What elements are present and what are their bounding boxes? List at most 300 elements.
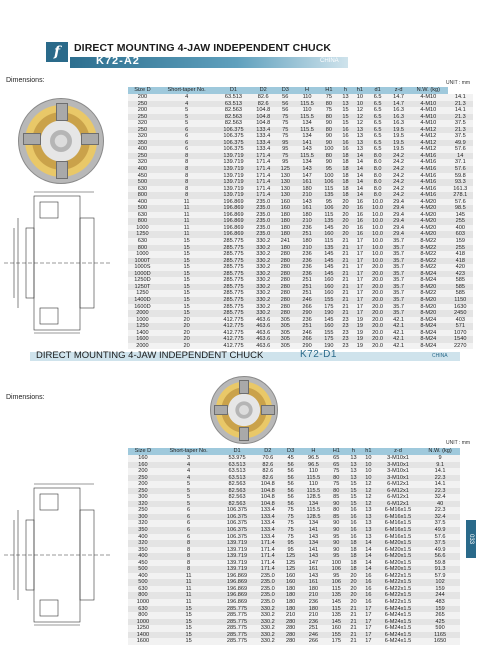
table-header-cell: h [346, 448, 361, 455]
table-cell: 139.719 [216, 186, 250, 193]
table-cell: 106.375 [216, 127, 250, 134]
table-cell: 235.0 [251, 205, 276, 212]
table-cell: 20 [338, 199, 352, 206]
table-cell: 6 [157, 133, 217, 140]
table-cell: 250 [128, 101, 157, 108]
table-cell: 95 [281, 540, 300, 547]
table-cell: 6.5 [367, 114, 388, 121]
table-cell: 285.775 [216, 277, 250, 284]
table-cell: 320 [128, 501, 158, 508]
table-cell: 20 [157, 330, 217, 337]
table-cell: 20.0 [367, 284, 388, 291]
table-cell: 6-M22x1.5 [376, 599, 420, 606]
table-cell: 42.1 [388, 323, 409, 330]
table-cell: 500 [128, 566, 158, 573]
table-cell: 49.9 [420, 527, 460, 534]
table-cell: 265 [420, 612, 460, 619]
table-cell: 10 [361, 462, 376, 469]
table-cell: 24.2 [388, 186, 409, 193]
table-cell: 143 [300, 534, 326, 541]
table-cell: 133.4 [255, 507, 281, 514]
table-header-cell: D2 [255, 448, 281, 455]
table-cell: 15 [346, 481, 361, 488]
table-cell: 128.5 [300, 514, 326, 521]
table-cell: 10.0 [367, 251, 388, 258]
table-cell: 235.0 [255, 586, 281, 593]
table-cell: 32.4 [420, 514, 460, 521]
table-cell: 18 [346, 547, 361, 554]
table-cell: 8-M24 [409, 330, 447, 337]
table-cell: 21.3 [448, 127, 473, 134]
table-cell: 500 [128, 205, 157, 212]
table-header-cell: N.W. (kg) [420, 448, 460, 455]
table-cell: 1000D [128, 271, 157, 278]
table-cell: 18 [338, 153, 352, 160]
table-cell: 21 [338, 264, 352, 271]
table-cell: 418 [448, 251, 473, 258]
table-cell: 6-M16x1.5 [376, 514, 420, 521]
table-cell: 196.869 [216, 231, 250, 238]
table-header-cell: z-d [376, 448, 420, 455]
table-cell: 159 [420, 586, 460, 593]
table-cell: 330.2 [251, 251, 276, 258]
table-cell: 285.775 [216, 271, 250, 278]
table-cell: 16 [346, 507, 361, 514]
table-cell: 95 [276, 159, 295, 166]
table-cell: 19 [353, 343, 367, 350]
table-cell: 285.775 [219, 619, 254, 626]
table-cell: 4-M20 [409, 205, 447, 212]
table-cell: 82.563 [219, 494, 254, 501]
table-cell: 82.563 [219, 501, 254, 508]
table-cell: 160 [276, 199, 295, 206]
table-cell: 305 [276, 317, 295, 324]
table-cell: 160 [281, 579, 300, 586]
table-cell: 139.719 [219, 566, 254, 573]
table-cell: 75 [281, 507, 300, 514]
table-cell: 95 [327, 573, 346, 580]
table-cell: 90 [319, 133, 338, 140]
table-cell: 463.6 [251, 330, 276, 337]
table-cell: 236 [295, 271, 320, 278]
table-cell: 280 [281, 619, 300, 626]
table-cell: 6-M20x1.5 [376, 566, 420, 573]
table-cell: 133.4 [255, 527, 281, 534]
table-cell: 56.6 [420, 553, 460, 560]
table-cell: 180 [295, 238, 320, 245]
table-cell: 6-M24x1.5 [376, 606, 420, 613]
table-cell: 90 [327, 547, 346, 554]
table-cell: 10.0 [367, 205, 388, 212]
table-cell: 18 [346, 560, 361, 567]
table-header-cell: h1 [361, 448, 376, 455]
table-cell: 4 [158, 475, 220, 482]
table-cell: 16 [346, 514, 361, 521]
table-cell: 16 [361, 586, 376, 593]
table-cell: 200 [128, 481, 158, 488]
table-cell: 75 [281, 520, 300, 527]
table-cell: 95 [281, 547, 300, 554]
table-cell: 266 [295, 304, 320, 311]
table-cell: 82.563 [216, 120, 250, 127]
table-cell: 15 [157, 264, 217, 271]
table-cell: 106.375 [219, 520, 254, 527]
table-cell: 423 [448, 271, 473, 278]
table-cell: 800 [128, 592, 158, 599]
table-cell: 56 [276, 107, 295, 114]
table-cell: 40 [420, 501, 460, 508]
table-cell: 235.0 [251, 212, 276, 219]
table-cell: 63.513 [216, 101, 250, 108]
table-cell: 14 [361, 566, 376, 573]
table-cell: 59.8 [420, 560, 460, 567]
table-cell: 16 [338, 127, 352, 134]
table-cell: 15 [338, 120, 352, 127]
table-cell: 8 [157, 159, 217, 166]
table-cell: 305 [276, 343, 295, 350]
table-cell: 1630 [448, 304, 473, 311]
table-cell: 180 [281, 586, 300, 593]
table-cell: 236 [300, 599, 326, 606]
table-cell: 290 [295, 343, 320, 350]
table-cell: 56 [281, 501, 300, 508]
table-cell: 236 [295, 264, 320, 271]
table-cell: 11 [157, 212, 217, 219]
table-cell: 251 [300, 625, 326, 632]
table-cell: 2450 [448, 310, 473, 317]
table-cell: 13 [346, 475, 361, 482]
table-cell: 12 [361, 488, 376, 495]
table-cell: 23 [338, 323, 352, 330]
table-cell: 110 [300, 468, 326, 475]
table-cell: 3-M10x1 [376, 475, 420, 482]
table-header-cell: D1 [219, 448, 254, 455]
table-cell: 4-M10 [409, 94, 447, 101]
table-cell: 251 [295, 284, 320, 291]
table-cell: 20.0 [367, 330, 388, 337]
table-cell: 463.6 [251, 336, 276, 343]
table-header-cell: D1 [216, 87, 250, 94]
table-cell: 8.0 [367, 173, 388, 180]
table-cell: 1250 [128, 290, 157, 297]
table-cell: 160 [128, 462, 158, 469]
table-cell: 330.2 [251, 238, 276, 245]
table-cell: 400 [128, 199, 157, 206]
table-cell: 6-M16x1.5 [376, 520, 420, 527]
table-cell: 14 [353, 192, 367, 199]
table-cell: 135 [327, 592, 346, 599]
table-cell: 128.5 [300, 494, 326, 501]
table-cell: 8-M24 [409, 317, 447, 324]
table-cell: 19.5 [388, 146, 409, 153]
table-cell: 37.5 [448, 133, 473, 140]
table-cell: 161 [300, 566, 326, 573]
table-cell: 145 [319, 264, 338, 271]
table-cell: 8-M20 [409, 304, 447, 311]
table-cell: 141 [300, 547, 326, 554]
table-cell: 70.6 [255, 455, 281, 462]
section1-title: DIRECT MOUNTING 4-JAW INDEPENDENT CHUCK [74, 42, 332, 54]
table-cell: 95 [276, 146, 295, 153]
table-cell: 6-M20x1.5 [376, 560, 420, 567]
table-cell: 400 [128, 573, 158, 580]
table-cell: 330.2 [255, 606, 281, 613]
table-cell: 1650 [420, 638, 460, 645]
table-cell: 57.6 [448, 146, 473, 153]
table-cell: 115.5 [295, 114, 320, 121]
table-cell: 6-M22x1.5 [376, 573, 420, 580]
table-cell: 330.2 [255, 612, 281, 619]
table-cell: 134 [300, 501, 326, 508]
table-cell: 330.2 [251, 271, 276, 278]
table-cell: 63.513 [216, 94, 250, 101]
table-cell: 5 [158, 488, 220, 495]
table-cell: 17 [353, 258, 367, 265]
table-cell: 1000T [128, 258, 157, 265]
table-cell: 2270 [448, 343, 473, 350]
table-cell: 21 [338, 258, 352, 265]
table-cell: 20 [338, 205, 352, 212]
table-cell: 20.0 [367, 304, 388, 311]
table-cell: 180 [276, 231, 295, 238]
table-cell: 141 [295, 140, 320, 147]
table-cell: 159 [448, 238, 473, 245]
table-cell: 37.5 [448, 120, 473, 127]
table-cell: 29.4 [388, 218, 409, 225]
table-cell: 14 [353, 186, 367, 193]
table-cell: 246 [295, 297, 320, 304]
table-cell: 145 [319, 258, 338, 265]
table-cell: 4-M20 [409, 212, 447, 219]
table-cell: 63.513 [219, 475, 254, 482]
table-cell: 49.9 [448, 140, 473, 147]
table-cell: 13 [361, 520, 376, 527]
table-cell: 95 [327, 534, 346, 541]
table-cell: 15 [157, 310, 217, 317]
table-cell: 106 [319, 205, 338, 212]
table-cell: 9 [420, 455, 460, 462]
table-cell: 145 [327, 599, 346, 606]
table-cell: 4-M20 [409, 231, 447, 238]
table-cell: 80 [327, 475, 346, 482]
table-cell: 412.775 [216, 336, 250, 343]
table-cell: 280 [276, 258, 295, 265]
table-cell: 400 [128, 553, 158, 560]
table-cell: 18 [346, 540, 361, 547]
table-cell: 235.0 [251, 225, 276, 232]
table-cell: 160 [319, 277, 338, 284]
table-cell: 250 [128, 114, 157, 121]
table-cell: 115 [319, 238, 338, 245]
table-cell: 250 [128, 127, 157, 134]
table-cell: 6-M12x1 [376, 481, 420, 488]
table-cell: 6-M24x1.5 [376, 625, 420, 632]
table-cell: 133.4 [255, 520, 281, 527]
table-cell: 75 [276, 114, 295, 121]
table-cell: 21 [338, 304, 352, 311]
table-cell: 13 [361, 514, 376, 521]
table-cell: 63.513 [219, 462, 254, 469]
table-cell: 8 [157, 179, 217, 186]
table-cell: 350 [128, 527, 158, 534]
table-cell: 10 [361, 468, 376, 475]
table-cell: 630 [128, 238, 157, 245]
table-cell: 133.4 [251, 127, 276, 134]
table-cell: 42.1 [388, 330, 409, 337]
table-cell: 280 [281, 638, 300, 645]
table-cell: 585 [448, 277, 473, 284]
table-cell: 4-M12 [409, 146, 447, 153]
table-cell: 104.8 [255, 488, 281, 495]
table-cell: 35.7 [388, 277, 409, 284]
table-cell: 15 [338, 114, 352, 121]
table-cell: 15 [157, 238, 217, 245]
table-header-cell: Short-taper No. [158, 448, 220, 455]
table-cell: 412.775 [216, 323, 250, 330]
table-cell: 200 [128, 468, 158, 475]
table-cell: 20 [346, 573, 361, 580]
table-cell: 196.869 [219, 579, 254, 586]
table-row [128, 638, 460, 645]
table-cell: 21 [338, 271, 352, 278]
table-cell: 15 [346, 501, 361, 508]
table-cell: 20.0 [367, 297, 388, 304]
table-cell: 250 [128, 475, 158, 482]
table-cell: 19.5 [388, 133, 409, 140]
table-cell: 2000 [128, 310, 157, 317]
table-cell: 130 [276, 179, 295, 186]
table-cell: 16 [346, 520, 361, 527]
table-cell: 56 [281, 481, 300, 488]
table-cell: 3-M10x1 [376, 462, 420, 469]
table-cell: 250 [128, 507, 158, 514]
table-cell: 23 [338, 343, 352, 350]
table-cell: 200 [128, 107, 157, 114]
table-cell: 4-M10 [409, 114, 447, 121]
table-cell: 8-M24 [409, 336, 447, 343]
table-cell: 35.7 [388, 251, 409, 258]
table-cell: 115 [319, 186, 338, 193]
table-cell: 330.2 [251, 245, 276, 252]
table-cell: 17 [361, 632, 376, 639]
table-cell: 285.775 [216, 284, 250, 291]
table-cell: 15 [157, 290, 217, 297]
table-cell: 139.719 [216, 173, 250, 180]
table-cell: 19 [353, 336, 367, 343]
table-cell: 8-M24 [409, 271, 447, 278]
table-cell: 6-M24x1.5 [376, 632, 420, 639]
table-cell: 147 [295, 173, 320, 180]
table-cell: 1000S [128, 264, 157, 271]
table-cell: 1000 [128, 599, 158, 606]
table-cell: 800 [128, 218, 157, 225]
table-cell: 8-M24 [409, 323, 447, 330]
table-cell: 13 [361, 534, 376, 541]
table-cell: 241 [276, 238, 295, 245]
table-cell: 180 [300, 586, 326, 593]
table-cell: 14 [353, 153, 367, 160]
table-cell: 115.5 [295, 153, 320, 160]
table-cell: 21 [338, 251, 352, 258]
table-cell: 23 [338, 336, 352, 343]
table-cell: 171.4 [251, 173, 276, 180]
table-cell: 305 [276, 336, 295, 343]
table-cell: 13 [338, 101, 352, 108]
table-cell: 56 [281, 475, 300, 482]
table-cell: 8 [157, 192, 217, 199]
table-header-cell: Size D [128, 87, 157, 94]
table-cell: 82.563 [219, 481, 254, 488]
section2-dimensions-label: Dimensions: [6, 394, 45, 401]
table-cell: 1400 [128, 632, 158, 639]
table-cell: 13 [361, 507, 376, 514]
table-cell: 82.563 [219, 488, 254, 495]
table-cell: 125 [276, 166, 295, 173]
table-cell: 20.0 [367, 271, 388, 278]
table-cell: 161.3 [448, 186, 473, 193]
table-cell: 800 [128, 192, 157, 199]
table-cell: 320 [128, 540, 158, 547]
table-cell: 29.4 [388, 225, 409, 232]
table-cell: 285.775 [219, 612, 254, 619]
table-cell: 90 [319, 120, 338, 127]
table-cell: 17 [353, 290, 367, 297]
table-cell: 20.0 [367, 277, 388, 284]
table-cell: 133.4 [251, 133, 276, 140]
table-cell: 10.0 [367, 218, 388, 225]
table-cell: 95 [319, 166, 338, 173]
table-cell: 420 [448, 264, 473, 271]
table-cell: 171.4 [255, 540, 281, 547]
table-cell: 210 [295, 218, 320, 225]
table-cell: 143 [295, 146, 320, 153]
table-cell: 4-M16 [409, 166, 447, 173]
table-cell: 630 [128, 212, 157, 219]
table-cell: 16 [338, 140, 352, 147]
table-cell: 14 [353, 166, 367, 173]
table-cell: 134 [300, 520, 326, 527]
table-cell: 139.719 [216, 166, 250, 173]
table-cell: 133.4 [251, 146, 276, 153]
table-cell: 330.2 [251, 310, 276, 317]
table-header-cell: H [295, 87, 320, 94]
table-header-cell: H [300, 448, 326, 455]
table-cell: 75 [327, 481, 346, 488]
table-cell: 18 [346, 566, 361, 573]
table-cell: 500 [128, 579, 158, 586]
table-cell: 280 [276, 284, 295, 291]
table-cell: 21 [346, 625, 361, 632]
table-cell: 56 [276, 101, 295, 108]
table-cell: 4-M20 [409, 199, 447, 206]
table-cell: 255 [448, 218, 473, 225]
table-cell: 8-M22 [409, 251, 447, 258]
table-header-cell: D3 [276, 87, 295, 94]
table-cell: 4-M12 [409, 127, 447, 134]
table-cell: 20 [346, 592, 361, 599]
table-cell: 35.7 [388, 245, 409, 252]
table-cell: 19 [353, 330, 367, 337]
table-cell: 14.7 [388, 101, 409, 108]
table-cell: 6 [157, 140, 217, 147]
table-cell: 16 [361, 573, 376, 580]
table-cell: 49.9 [420, 547, 460, 554]
table-cell: 95 [276, 140, 295, 147]
table-cell: 130 [276, 192, 295, 199]
table-cell: 155 [319, 297, 338, 304]
table-cell: 4-M16 [409, 192, 447, 199]
table-cell: 290 [295, 310, 320, 317]
